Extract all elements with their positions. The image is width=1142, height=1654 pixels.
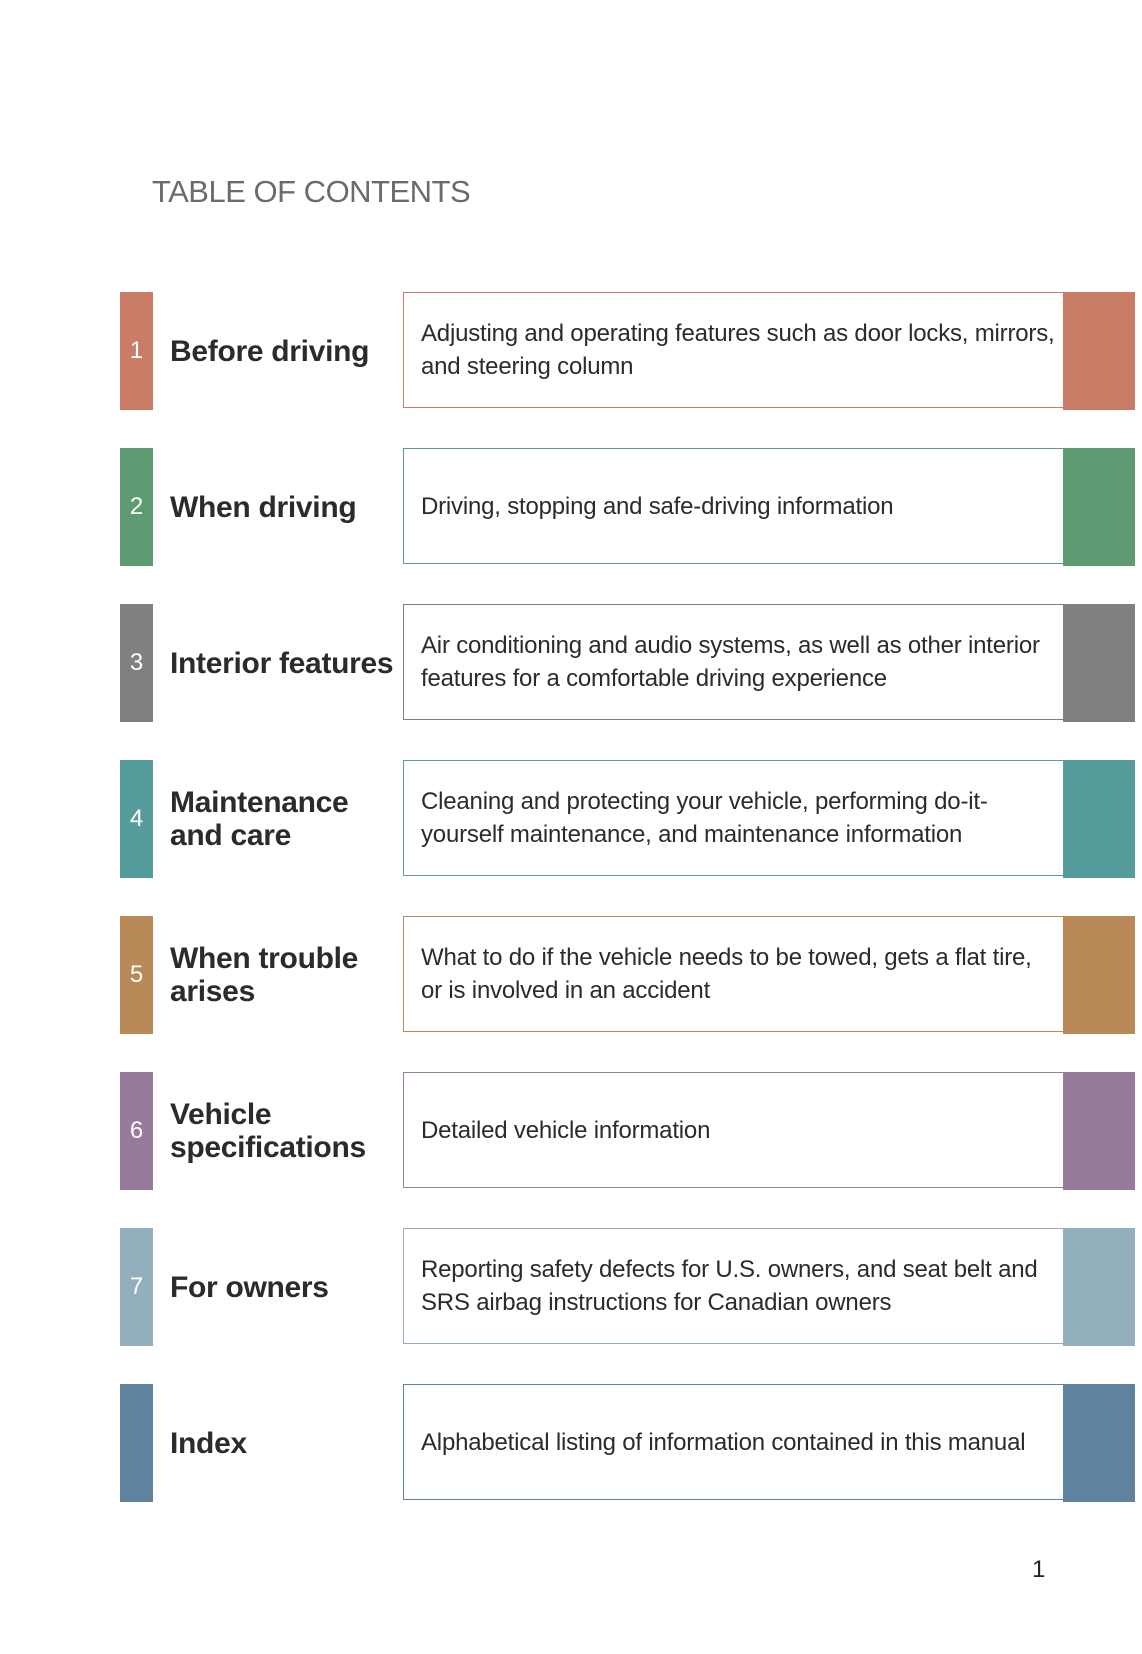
section-title[interactable] bbox=[170, 916, 400, 1034]
section-description: Driving, stopping and safe-driving information bbox=[421, 492, 894, 520]
page-number: 1 bbox=[1032, 1556, 1046, 1583]
section-title[interactable] bbox=[170, 448, 400, 566]
section-title-line: arises bbox=[170, 975, 255, 1008]
section-number-tab: 2 bbox=[120, 448, 153, 566]
section-description-box bbox=[403, 1228, 1063, 1344]
section-title[interactable] bbox=[170, 760, 400, 878]
section-description-box bbox=[403, 292, 1063, 408]
section-title-line: Before driving bbox=[170, 334, 370, 368]
section-title[interactable] bbox=[170, 604, 400, 722]
section-title-line: When trouble bbox=[170, 942, 359, 975]
thumb-index-tab[interactable] bbox=[1063, 916, 1135, 1034]
section-description: Alphabetical listing of information contained in this manual bbox=[421, 1428, 1026, 1456]
thumb-index-tab[interactable] bbox=[1063, 292, 1135, 410]
section-description-box bbox=[403, 1384, 1063, 1500]
section-title-line: For owners bbox=[170, 1270, 329, 1304]
section-title-line: Interior features bbox=[170, 646, 394, 680]
section-number-tab bbox=[120, 1384, 153, 1502]
section-description: Adjusting and operating features such as door locks, mirrors, and steering column bbox=[421, 320, 1055, 380]
toc-row-when-driving[interactable] bbox=[120, 448, 1135, 566]
section-description-box bbox=[403, 448, 1063, 564]
section-title-line: Maintenance bbox=[170, 786, 349, 819]
section-title-line: Index bbox=[170, 1426, 247, 1460]
section-number-tab: 3 bbox=[120, 604, 153, 722]
section-title-line: specifications bbox=[170, 1131, 366, 1164]
section-description-box bbox=[403, 760, 1063, 876]
toc-row-before-driving[interactable] bbox=[120, 292, 1135, 410]
section-title[interactable] bbox=[170, 1228, 400, 1346]
section-title[interactable] bbox=[170, 1072, 400, 1190]
thumb-index-tab[interactable] bbox=[1063, 448, 1135, 566]
toc-row-vehicle-specifications[interactable] bbox=[120, 1072, 1135, 1190]
toc-row-maintenance-and-care[interactable] bbox=[120, 760, 1135, 878]
table-of-contents bbox=[120, 292, 1135, 1502]
section-number-tab: 5 bbox=[120, 916, 153, 1034]
section-number-tab: 1 bbox=[120, 292, 153, 410]
section-number-tab: 7 bbox=[120, 1228, 153, 1346]
section-title-line: When driving bbox=[170, 490, 357, 524]
section-description: What to do if the vehicle needs to be towed, gets a flat tire, or is involved in an accident bbox=[421, 944, 1032, 1004]
toc-row-for-owners[interactable] bbox=[120, 1228, 1135, 1346]
section-title-line: and care bbox=[170, 819, 291, 852]
section-description-box bbox=[403, 916, 1063, 1032]
section-description: Air conditioning and audio systems, as well as other interior features for a comfortable driving experience bbox=[421, 632, 1040, 692]
section-description-box bbox=[403, 604, 1063, 720]
toc-row-when-trouble-arises[interactable] bbox=[120, 916, 1135, 1034]
thumb-index-tab[interactable] bbox=[1063, 1384, 1135, 1502]
page-title: TABLE OF CONTENTS bbox=[152, 174, 471, 209]
toc-row-index[interactable] bbox=[120, 1384, 1135, 1502]
section-title[interactable] bbox=[170, 1384, 400, 1502]
section-description: Detailed vehicle information bbox=[421, 1116, 711, 1144]
section-title[interactable] bbox=[170, 292, 400, 410]
section-number-tab: 6 bbox=[120, 1072, 153, 1190]
section-title-line: Vehicle bbox=[170, 1098, 272, 1131]
thumb-index-tab[interactable] bbox=[1063, 1072, 1135, 1190]
section-description-box bbox=[403, 1072, 1063, 1188]
section-description: Cleaning and protecting your vehicle, performing do-it-yourself maintenance, and maintenance information bbox=[421, 788, 988, 848]
section-number-tab: 4 bbox=[120, 760, 153, 878]
section-description: Reporting safety defects for U.S. owners, and seat belt and SRS airbag instructions for Canadian owners bbox=[421, 1256, 1038, 1316]
thumb-index-tab[interactable] bbox=[1063, 760, 1135, 878]
thumb-index-tab[interactable] bbox=[1063, 1228, 1135, 1346]
thumb-index-tab[interactable] bbox=[1063, 604, 1135, 722]
toc-row-interior-features[interactable] bbox=[120, 604, 1135, 722]
